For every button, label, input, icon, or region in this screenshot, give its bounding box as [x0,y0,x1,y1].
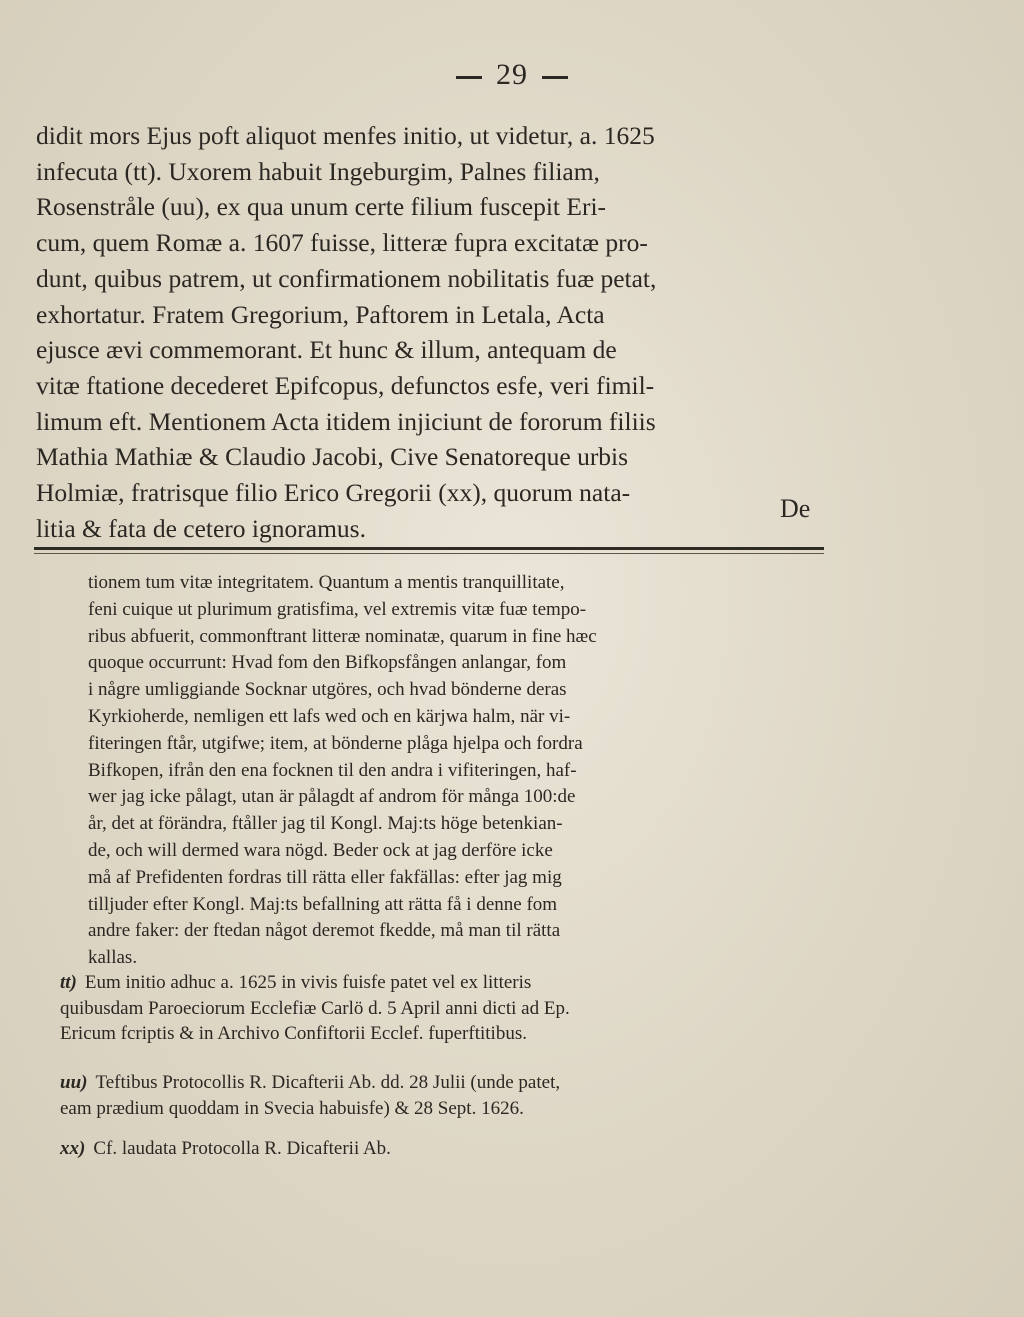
text-line: Mathia Mathiæ & Claudio Jacobi, Cive Senatoreque urbis [36,442,629,472]
text-line: ejusce ævi commemorant. Et hunc & illum, antequam de [36,335,617,365]
text-line: litia & fata de cetero ignoramus. [36,513,366,543]
ornament-dash-right [542,76,568,79]
footnote-line: kallas. [88,947,138,969]
note-text [60,972,570,1044]
text-line: Holmiæ, fratrisque filio Erico Gregorii (xx), quorum nata- [36,478,631,508]
footnote-line: quoque occurrunt: Hvad fom den Bifkopsfången anlangar, fom [88,652,567,674]
footnote-line: de, och will dermed wara nögd. Beder ock at jag derföre icke [88,839,553,861]
footnote-divider-thin [34,553,824,554]
main-text [36,118,826,546]
note-xx [60,1136,826,1162]
footnote-line: andre faker: der ftedan något deremot fkedde, må man til rätta [88,920,561,942]
text-line: limum eft. Mentionem Acta itidem injiciunt de fororum filiis [36,406,656,436]
catchword: De [780,494,811,523]
text-line: vitæ ftatione decederet Epifcopus, defunctos esfe, veri fimil- [36,370,655,400]
note-line: Cf. laudata Protocolla R. Dicafterii Ab. [93,1138,391,1159]
footnote-line: i någre umliggiande Socknar utgöres, och hvad bönderne deras [88,679,567,701]
note-tt [60,970,826,1047]
note-uu [60,1070,826,1121]
text-line: dunt, quibus patrem, ut confirmationem nobilitatis fuæ petat, [36,263,657,293]
footnote-line: år, det at förändra, ftåller jag til Kongl. Maj:ts höge betenkian- [88,813,563,835]
note-line: Eum initio adhuc a. 1625 in vivis fuisfe patet vel ex litteris [84,972,532,993]
text-line: cum, quem Romæ a. 1607 fuisse, litteræ fupra excitatæ pro- [36,228,648,258]
note-line: eam prædium quoddam in Svecia habuisfe) & 28 Sept. 1626. [60,1097,524,1119]
note-text [60,1072,560,1119]
footnote-line: tionem tum vitæ integritatem. Quantum a mentis tranquillitate, [88,572,565,593]
footnote-line: wer jag icke pålagt, utan är pålagdt af androm för många 100:de [88,786,576,808]
footnote-continuation [88,570,824,972]
footnote-line: fiteringen ftår, utgifwe; item, at bönderne plåga hjelpa och fordra [88,732,583,754]
text-line: didit mors Ejus poft aliquot menfes initio, ut videtur, a. 1625 [36,121,655,150]
text-line: infecuta (tt). Uxorem habuit Ingeburgim, Palnes filiam, [36,156,600,186]
note-text [93,1138,391,1159]
note-marker: xx) [60,1138,86,1159]
ornament-dash-left [456,76,482,79]
text-line: exhortatur. Fratem Gregorium, Paftorem in Letala, Acta [36,299,605,329]
footnote-line: ribus abfuerit, commonftrant litteræ nominatæ, quarum in fine hæc [88,625,597,647]
footnote-line: tilljuder efter Kongl. Maj:ts befallning att rätta få i denne fom [88,893,558,915]
footnote-line: må af Prefidenten fordras till rätta eller fakfällas: efter jag mig [88,866,562,888]
note-line: Teftibus Protocollis R. Dicafterii Ab. dd. 28 Julii (unde patet, [95,1072,561,1093]
page-number: 29 [0,58,1024,92]
note-marker: uu) [60,1072,88,1093]
note-line: Ericum fcriptis & in Archivo Confiftorii Ecclef. fuperftitibus. [60,1023,527,1044]
footnote-line: Bifkopen, ifrån den ena focknen til den andra i vifiteringen, haf- [88,759,577,781]
note-marker: tt) [60,972,77,993]
footnote-divider [34,547,824,550]
text-line: Rosenstråle (uu), ex qua unum certe filium fuscepit Eri- [36,192,607,222]
footnote-line: feni cuique ut plurimum gratisfima, vel extremis vitæ fuæ tempo- [88,598,587,620]
footnote-line: Kyrkioherde, nemligen ett lafs wed och en kärjwa halm, när vi- [88,705,571,727]
note-line: quibusdam Paroeciorum Ecclefiæ Carlö d. 5 April anni dicti ad Ep. [60,997,570,1019]
